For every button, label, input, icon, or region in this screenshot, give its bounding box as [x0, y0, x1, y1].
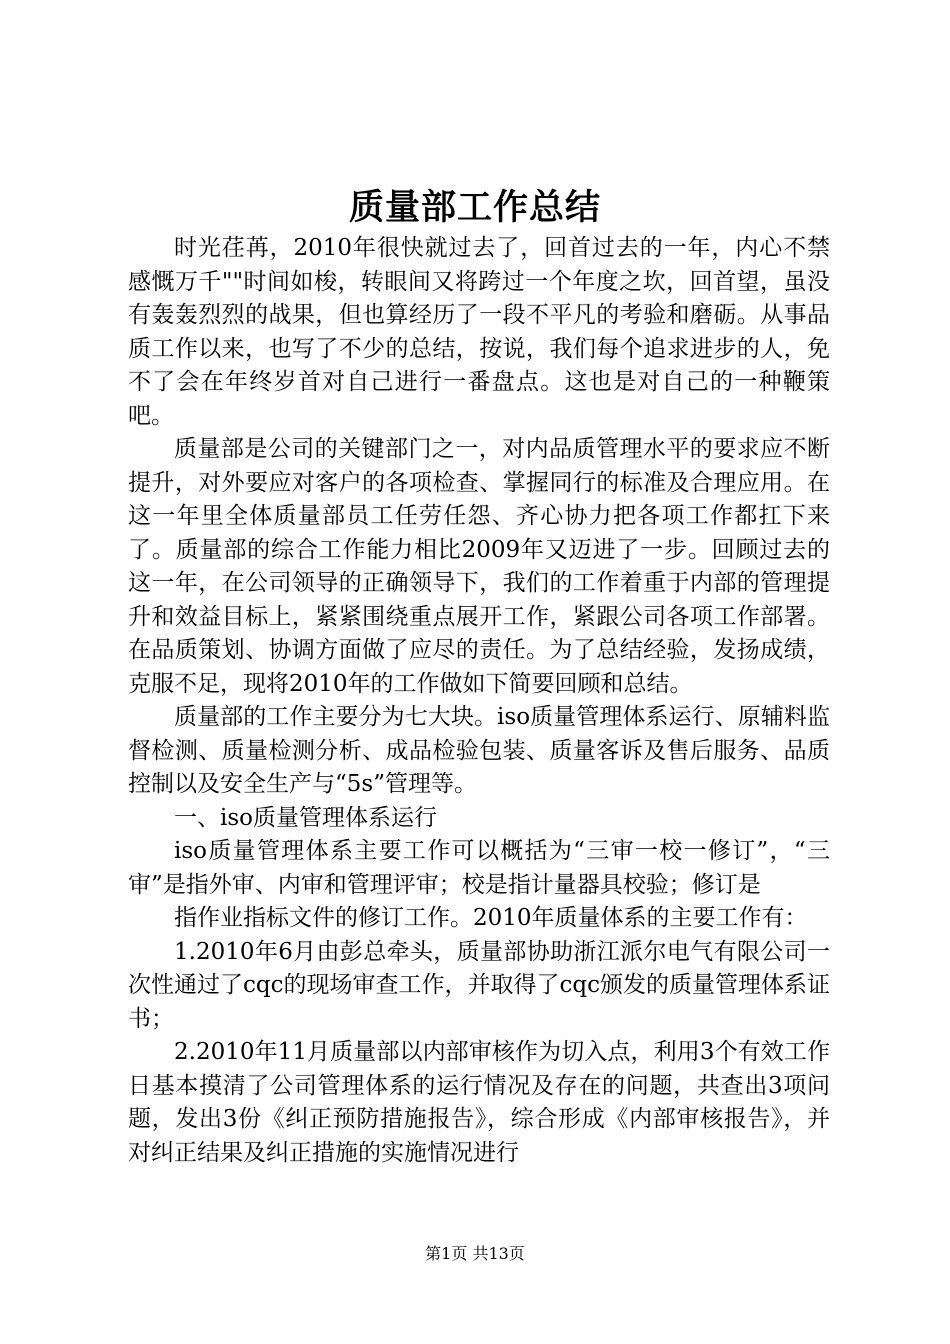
- list-item-2: 2.2010年11月质量部以内部审核作为切入点，利用3个有效工作日基本摸清了公司管理体系的运行情况及存在的问题，共查出3项问题，发出3份《纠正预防措施报告》，综合形成《内部审核报告》，并对纠正结果及纠正措施的实施情况进行: [128, 1039, 830, 1166]
- section-heading-iso: 一、iso质量管理体系运行: [174, 804, 438, 831]
- document-body: [128, 232, 830, 1170]
- list-item-1: 1.2010年6月由彭总牵头，质量部协助浙江派尔电气有限公司一次性通过了cqc的现场审查工作，并取得了cqc颁发的质量管理体系证书；: [128, 938, 830, 1032]
- paragraph-iso-summary: iso质量管理体系主要工作可以概括为“三审一校一修订”，“三审”是指外审、内审和管理评审；校是指计量器具校验；修订是: [128, 838, 830, 898]
- paragraph-work-areas: 质量部的工作主要分为七大块。iso质量管理体系运行、原辅料监督检测、质量检测分析、成品检验包装、质量客诉及售后服务、品质控制以及安全生产与“5s”管理等。: [128, 704, 830, 797]
- paragraph-iso-work-intro: 指作业指标文件的修订工作。2010年质量体系的主要工作有：: [174, 905, 808, 931]
- page-title: 质量部工作总结: [348, 187, 601, 228]
- page-footer: 第1页 共13页: [425, 1244, 525, 1263]
- paragraph-intro: 时光荏苒，2010年很快就过去了，回首过去的一年，内心不禁感慨万千""时间如梭，转眼间又将跨过一个年度之坎，回首望，虽没有轰轰烈烈的战果，但也算经历了一段不平凡的考验和磨砺。从事品质工作以来，也写了不少的总结，按说，我们每个追求进步的人，免不了会在年终岁首对自己进行一番盘点。这也是对自己的一种鞭策吧。: [128, 235, 830, 429]
- paragraph-department-overview: 质量部是公司的关键部门之一，对内品质管理水平的要求应不断提升，对外要应对客户的各项检查、掌握同行的标准及合理应用。在这一年里全体质量部员工任劳任怨、齐心协力把各项工作都扛下来了。质量部的综合工作能力相比2009年又迈进了一步。回顾过去的这一年，在公司领导的正确领导下，我们的工作着重于内部的管理提升和效益目标上，紧紧围绕重点展开工作，紧跟公司各项工作部署。在品质策划、协调方面做了应尽的责任。为了总结经验，发扬成绩，克服不足，现将2010年的工作做如下简要回顾和总结。: [128, 436, 830, 697]
